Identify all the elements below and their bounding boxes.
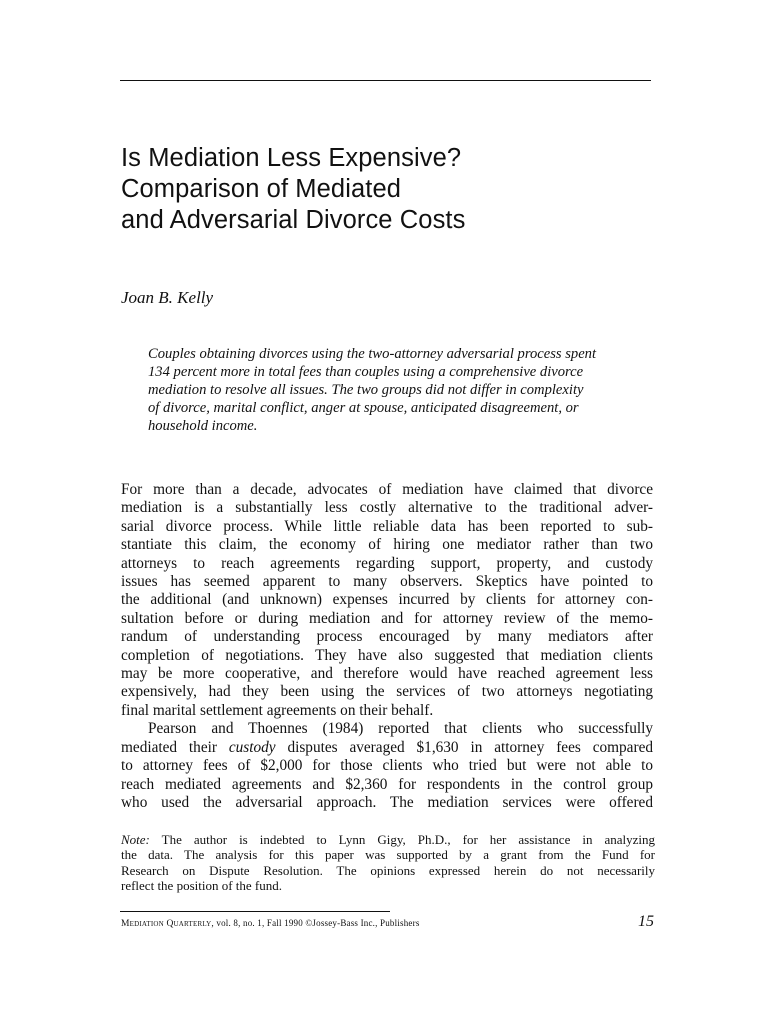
journal-name: Mediation Quarterly, — [121, 919, 214, 929]
note-line: the data. The analysis for this paper was supported by a grant from the Fund for — [121, 847, 655, 863]
body-line: randum of understanding process encouraged by many mediators after — [121, 628, 653, 646]
author-name: Joan B. Kelly — [121, 288, 214, 307]
body-line: For more than a decade, advocates of mediation have claimed that divorce — [121, 481, 653, 498]
abstract-line: of divorce, marital conflict, anger at spouse, anticipated disagreement, or — [148, 400, 579, 416]
title-line: Comparison of Mediated — [121, 175, 402, 203]
body-line: mediation is a substantially less costly alternative to the traditional adver- — [121, 499, 653, 517]
body-line: expensively, had they been using the services of two attorneys negotiating — [121, 683, 653, 701]
note-line: Research on Dispute Resolution. The opinions expressed herein do not necessarily — [121, 862, 655, 878]
emphasis: custody — [228, 738, 276, 756]
body-line: mediated their custody disputes averaged $1,630 in attorney fees compared — [121, 738, 654, 756]
note-label: Note: — [121, 832, 150, 847]
body-line: issues has seemed apparent to many observers. Skeptics have pointed to — [121, 573, 653, 591]
body-line: sarial divorce process. While little reliable data has been reported to sub- — [121, 517, 653, 535]
body-line: final marital settlement agreements on their behalf. — [121, 701, 434, 719]
author-note — [121, 832, 655, 894]
body-line: stantiate this claim, the economy of hiring one mediator rather than two — [121, 536, 653, 554]
note-line: reflect the position of the fund. — [121, 878, 283, 894]
abstract-line: Couples obtaining divorces using the two-attorney adversarial process spent — [148, 346, 597, 362]
article-title — [121, 143, 681, 236]
top-rule — [120, 80, 651, 81]
page-number: 15 — [638, 913, 654, 930]
body-line: may be more cooperative, and therefore would have reached agreement less — [121, 665, 653, 683]
journal-details: vol. 8, no. 1, Fall 1990 ©Jossey-Bass Inc., Publishers — [213, 918, 420, 928]
abstract-line: household income. — [148, 418, 258, 434]
title-line: Is Mediation Less Expensive? — [121, 144, 462, 172]
body-line: who used the adversarial approach. The mediation services were offered — [121, 793, 653, 811]
body-line: the additional (and unknown) expenses incurred by clients for attorney con- — [121, 591, 653, 609]
title-line: and Adversarial Divorce Costs — [121, 206, 466, 234]
body-line: reach mediated agreements and $2,360 for respondents in the control group — [121, 775, 653, 793]
body-line: sultation before or during mediation and for attorney review of the memo- — [121, 609, 653, 627]
footer-rule — [120, 911, 390, 912]
body-text — [121, 481, 653, 812]
abstract-line: 134 percent more in total fees than couples using a comprehensive divorce — [148, 364, 584, 380]
note-line — [121, 832, 655, 847]
abstract — [148, 345, 648, 435]
abstract-line: mediation to resolve all issues. The two groups did not differ in complexity — [148, 382, 584, 398]
journal-footer — [121, 917, 420, 930]
note-line-text: The author is indebted to Lynn Gigy, Ph.D., for her assistance in analyzing — [149, 832, 655, 847]
body-line: attorneys to reach agreements regarding support, property, and custody — [121, 554, 653, 572]
body-line: Pearson and Thoennes (1984) reported that clients who successfully — [148, 720, 653, 738]
body-line: to attorney fees of $2,000 for those clients who tried but were not able to — [121, 757, 653, 775]
body-line: completion of negotiations. They have also suggested that mediation clients — [121, 646, 653, 664]
